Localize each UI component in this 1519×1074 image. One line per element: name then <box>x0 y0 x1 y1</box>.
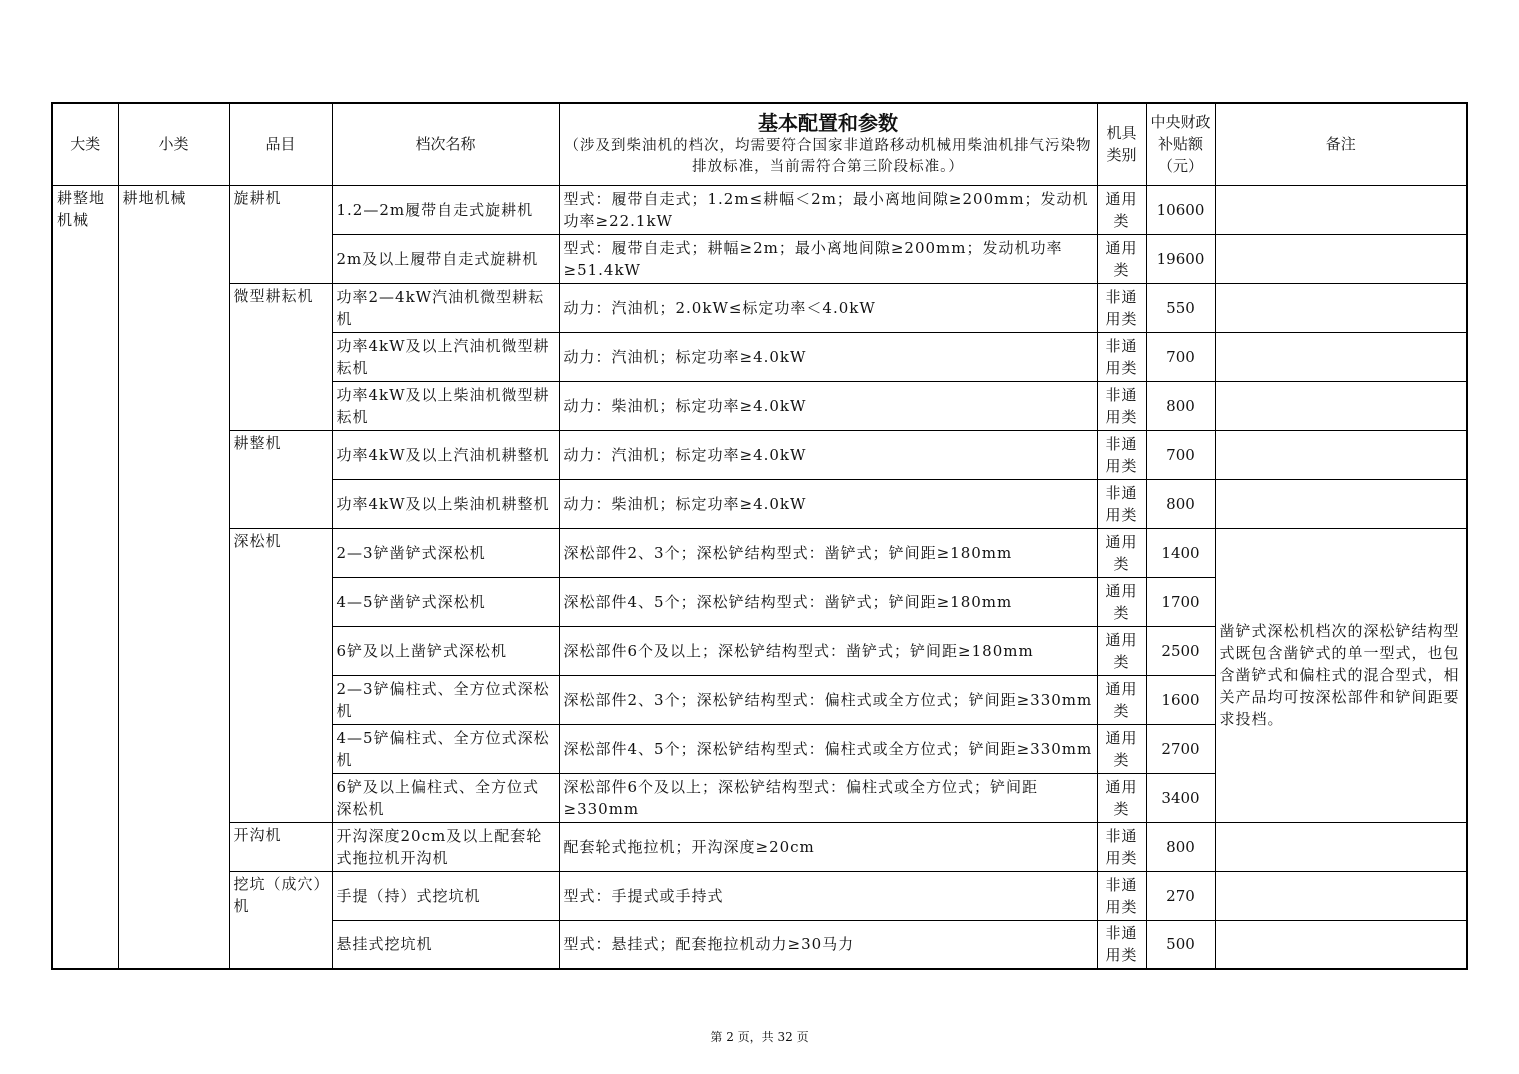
machine-type: 通用类 <box>1097 528 1146 577</box>
machine-type: 非通用类 <box>1097 479 1146 528</box>
subsidy-amount: 19600 <box>1146 234 1215 283</box>
config-cell: 动力：汽油机；2.0kW≤标定功率＜4.0kW <box>559 283 1097 332</box>
remark-cell <box>1215 283 1467 332</box>
item-micro-tiller: 微型耕耘机 <box>229 283 332 430</box>
remark-cell <box>1215 332 1467 381</box>
config-cell: 动力：汽油机；标定功率≥4.0kW <box>559 430 1097 479</box>
grade-name: 4—5铲凿铲式深松机 <box>332 577 559 626</box>
header-config <box>559 103 1097 185</box>
machine-type: 非通用类 <box>1097 381 1146 430</box>
remark-cell <box>1215 871 1467 920</box>
config-cell: 深松部件2、3个；深松铲结构型式：凿铲式；铲间距≥180mm <box>559 528 1097 577</box>
machine-type: 通用类 <box>1097 185 1146 234</box>
machine-type: 非通用类 <box>1097 332 1146 381</box>
page-footer: 第 2 页，共 32 页 <box>710 1030 809 1044</box>
config-cell: 深松部件4、5个；深松铲结构型式：凿铲式；铲间距≥180mm <box>559 577 1097 626</box>
machine-type: 非通用类 <box>1097 283 1146 332</box>
remark-cell <box>1215 381 1467 430</box>
remark-cell <box>1215 920 1467 969</box>
grade-name: 2—3铲凿铲式深松机 <box>332 528 559 577</box>
subsidy-amount: 1700 <box>1146 577 1215 626</box>
subsidy-amount: 2500 <box>1146 626 1215 675</box>
header-row <box>52 103 1467 185</box>
item-trencher: 开沟机 <box>229 822 332 871</box>
grade-name: 2—3铲偏柱式、全方位式深松机 <box>332 675 559 724</box>
header-config-title: 基本配置和参数 <box>758 111 898 136</box>
header-remark: 备注 <box>1215 103 1467 185</box>
table-row <box>52 822 1467 871</box>
machine-type: 通用类 <box>1097 234 1146 283</box>
config-cell: 配套轮式拖拉机；开沟深度≥20cm <box>559 822 1097 871</box>
config-cell: 深松部件6个及以上；深松铲结构型式：偏柱式或全方位式；铲间距≥330mm <box>559 773 1097 822</box>
config-cell: 深松部件2、3个；深松铲结构型式：偏柱式或全方位式；铲间距≥330mm <box>559 675 1097 724</box>
config-cell: 型式：悬挂式；配套拖拉机动力≥30马力 <box>559 920 1097 969</box>
config-cell: 型式：手提式或手持式 <box>559 871 1097 920</box>
remark-cell <box>1215 430 1467 479</box>
header-subcategory: 小类 <box>118 103 229 185</box>
subsidy-amount: 3400 <box>1146 773 1215 822</box>
machine-type: 通用类 <box>1097 577 1146 626</box>
header-subsidy-line2: 补贴额 <box>1157 135 1203 154</box>
table-row <box>52 871 1467 920</box>
grade-name: 功率4kW及以上柴油机微型耕耘机 <box>332 381 559 430</box>
grade-name: 功率4kW及以上汽油机耕整机 <box>332 430 559 479</box>
item-subsoiler: 深松机 <box>229 528 332 822</box>
subsidy-amount: 800 <box>1146 479 1215 528</box>
header-category: 大类 <box>52 103 118 185</box>
remark-cell <box>1215 185 1467 234</box>
grade-name: 1.2—2m履带自走式旋耕机 <box>332 185 559 234</box>
remark-cell <box>1215 234 1467 283</box>
remark-cell <box>1215 479 1467 528</box>
grade-name: 手提（持）式挖坑机 <box>332 871 559 920</box>
subsidy-amount: 10600 <box>1146 185 1215 234</box>
header-subsidy-line3: （元） <box>1157 157 1203 176</box>
subsidy-amount: 270 <box>1146 871 1215 920</box>
subsidy-amount: 550 <box>1146 283 1215 332</box>
table-row <box>52 528 1467 577</box>
grade-name: 6铲及以上偏柱式、全方位式深松机 <box>332 773 559 822</box>
header-machine-type-line2: 类别 <box>1106 146 1137 165</box>
header-subsidy <box>1146 103 1215 185</box>
config-cell: 深松部件6个及以上；深松铲结构型式：凿铲式；铲间距≥180mm <box>559 626 1097 675</box>
machine-type: 通用类 <box>1097 773 1146 822</box>
subsidy-amount: 500 <box>1146 920 1215 969</box>
header-subsidy-line1: 中央财政 <box>1150 113 1211 132</box>
machine-type: 通用类 <box>1097 724 1146 773</box>
subsidy-amount: 1600 <box>1146 675 1215 724</box>
grade-name: 6铲及以上凿铲式深松机 <box>332 626 559 675</box>
config-cell: 动力：汽油机；标定功率≥4.0kW <box>559 332 1097 381</box>
table-row <box>52 185 1467 234</box>
table-row <box>52 430 1467 479</box>
config-cell: 型式：履带自走式；耕幅≥2m；最小离地间隙≥200mm；发动机功率≥51.4kW <box>559 234 1097 283</box>
subsidy-amount: 800 <box>1146 822 1215 871</box>
grade-name: 功率2—4kW汽油机微型耕耘机 <box>332 283 559 332</box>
subsidy-amount: 800 <box>1146 381 1215 430</box>
config-cell: 动力：柴油机；标定功率≥4.0kW <box>559 479 1097 528</box>
item-tiller: 耕整机 <box>229 430 332 528</box>
header-item: 品目 <box>229 103 332 185</box>
grade-name: 功率4kW及以上汽油机微型耕耘机 <box>332 332 559 381</box>
machine-type: 非通用类 <box>1097 920 1146 969</box>
subsidy-amount: 2700 <box>1146 724 1215 773</box>
subsidy-table <box>51 102 1468 970</box>
item-rotary: 旋耕机 <box>229 185 332 283</box>
config-cell: 型式：履带自走式；1.2m≤耕幅＜2m；最小离地间隙≥200mm；发动机功率≥22.1kW <box>559 185 1097 234</box>
grade-name: 4—5铲偏柱式、全方位式深松机 <box>332 724 559 773</box>
subsidy-amount: 700 <box>1146 430 1215 479</box>
header-grade-name: 档次名称 <box>332 103 559 185</box>
subsidy-amount: 1400 <box>1146 528 1215 577</box>
config-cell: 动力：柴油机；标定功率≥4.0kW <box>559 381 1097 430</box>
config-cell: 深松部件4、5个；深松铲结构型式：偏柱式或全方位式；铲间距≥330mm <box>559 724 1097 773</box>
header-machine-type <box>1097 103 1146 185</box>
machine-type: 通用类 <box>1097 626 1146 675</box>
item-digger: 挖坑（成穴）机 <box>229 871 332 969</box>
header-config-note: （涉及到柴油机的档次，均需要符合国家非道路移动机械用柴油机排气污染物排放标准，当前需符合第三阶段标准。） <box>564 138 1092 176</box>
machine-type: 非通用类 <box>1097 871 1146 920</box>
grade-name: 悬挂式挖坑机 <box>332 920 559 969</box>
grade-name: 开沟深度20cm及以上配套轮式拖拉机开沟机 <box>332 822 559 871</box>
machine-type: 非通用类 <box>1097 822 1146 871</box>
machine-type: 通用类 <box>1097 675 1146 724</box>
machine-type: 非通用类 <box>1097 430 1146 479</box>
category-cell: 耕整地机械 <box>52 185 118 969</box>
subsoiler-remark: 凿铲式深松机档次的深松铲结构型式既包含凿铲式的单一型式，也包含凿铲式和偏柱式的混合型式，相关产品均可按深松部件和铲间距要求投档。 <box>1215 528 1467 822</box>
table-row <box>52 283 1467 332</box>
subsidy-amount: 700 <box>1146 332 1215 381</box>
subcategory-cell: 耕地机械 <box>118 185 229 969</box>
header-machine-type-line1: 机具 <box>1106 124 1137 143</box>
remark-cell <box>1215 822 1467 871</box>
grade-name: 功率4kW及以上柴油机耕整机 <box>332 479 559 528</box>
grade-name: 2m及以上履带自走式旋耕机 <box>332 234 559 283</box>
